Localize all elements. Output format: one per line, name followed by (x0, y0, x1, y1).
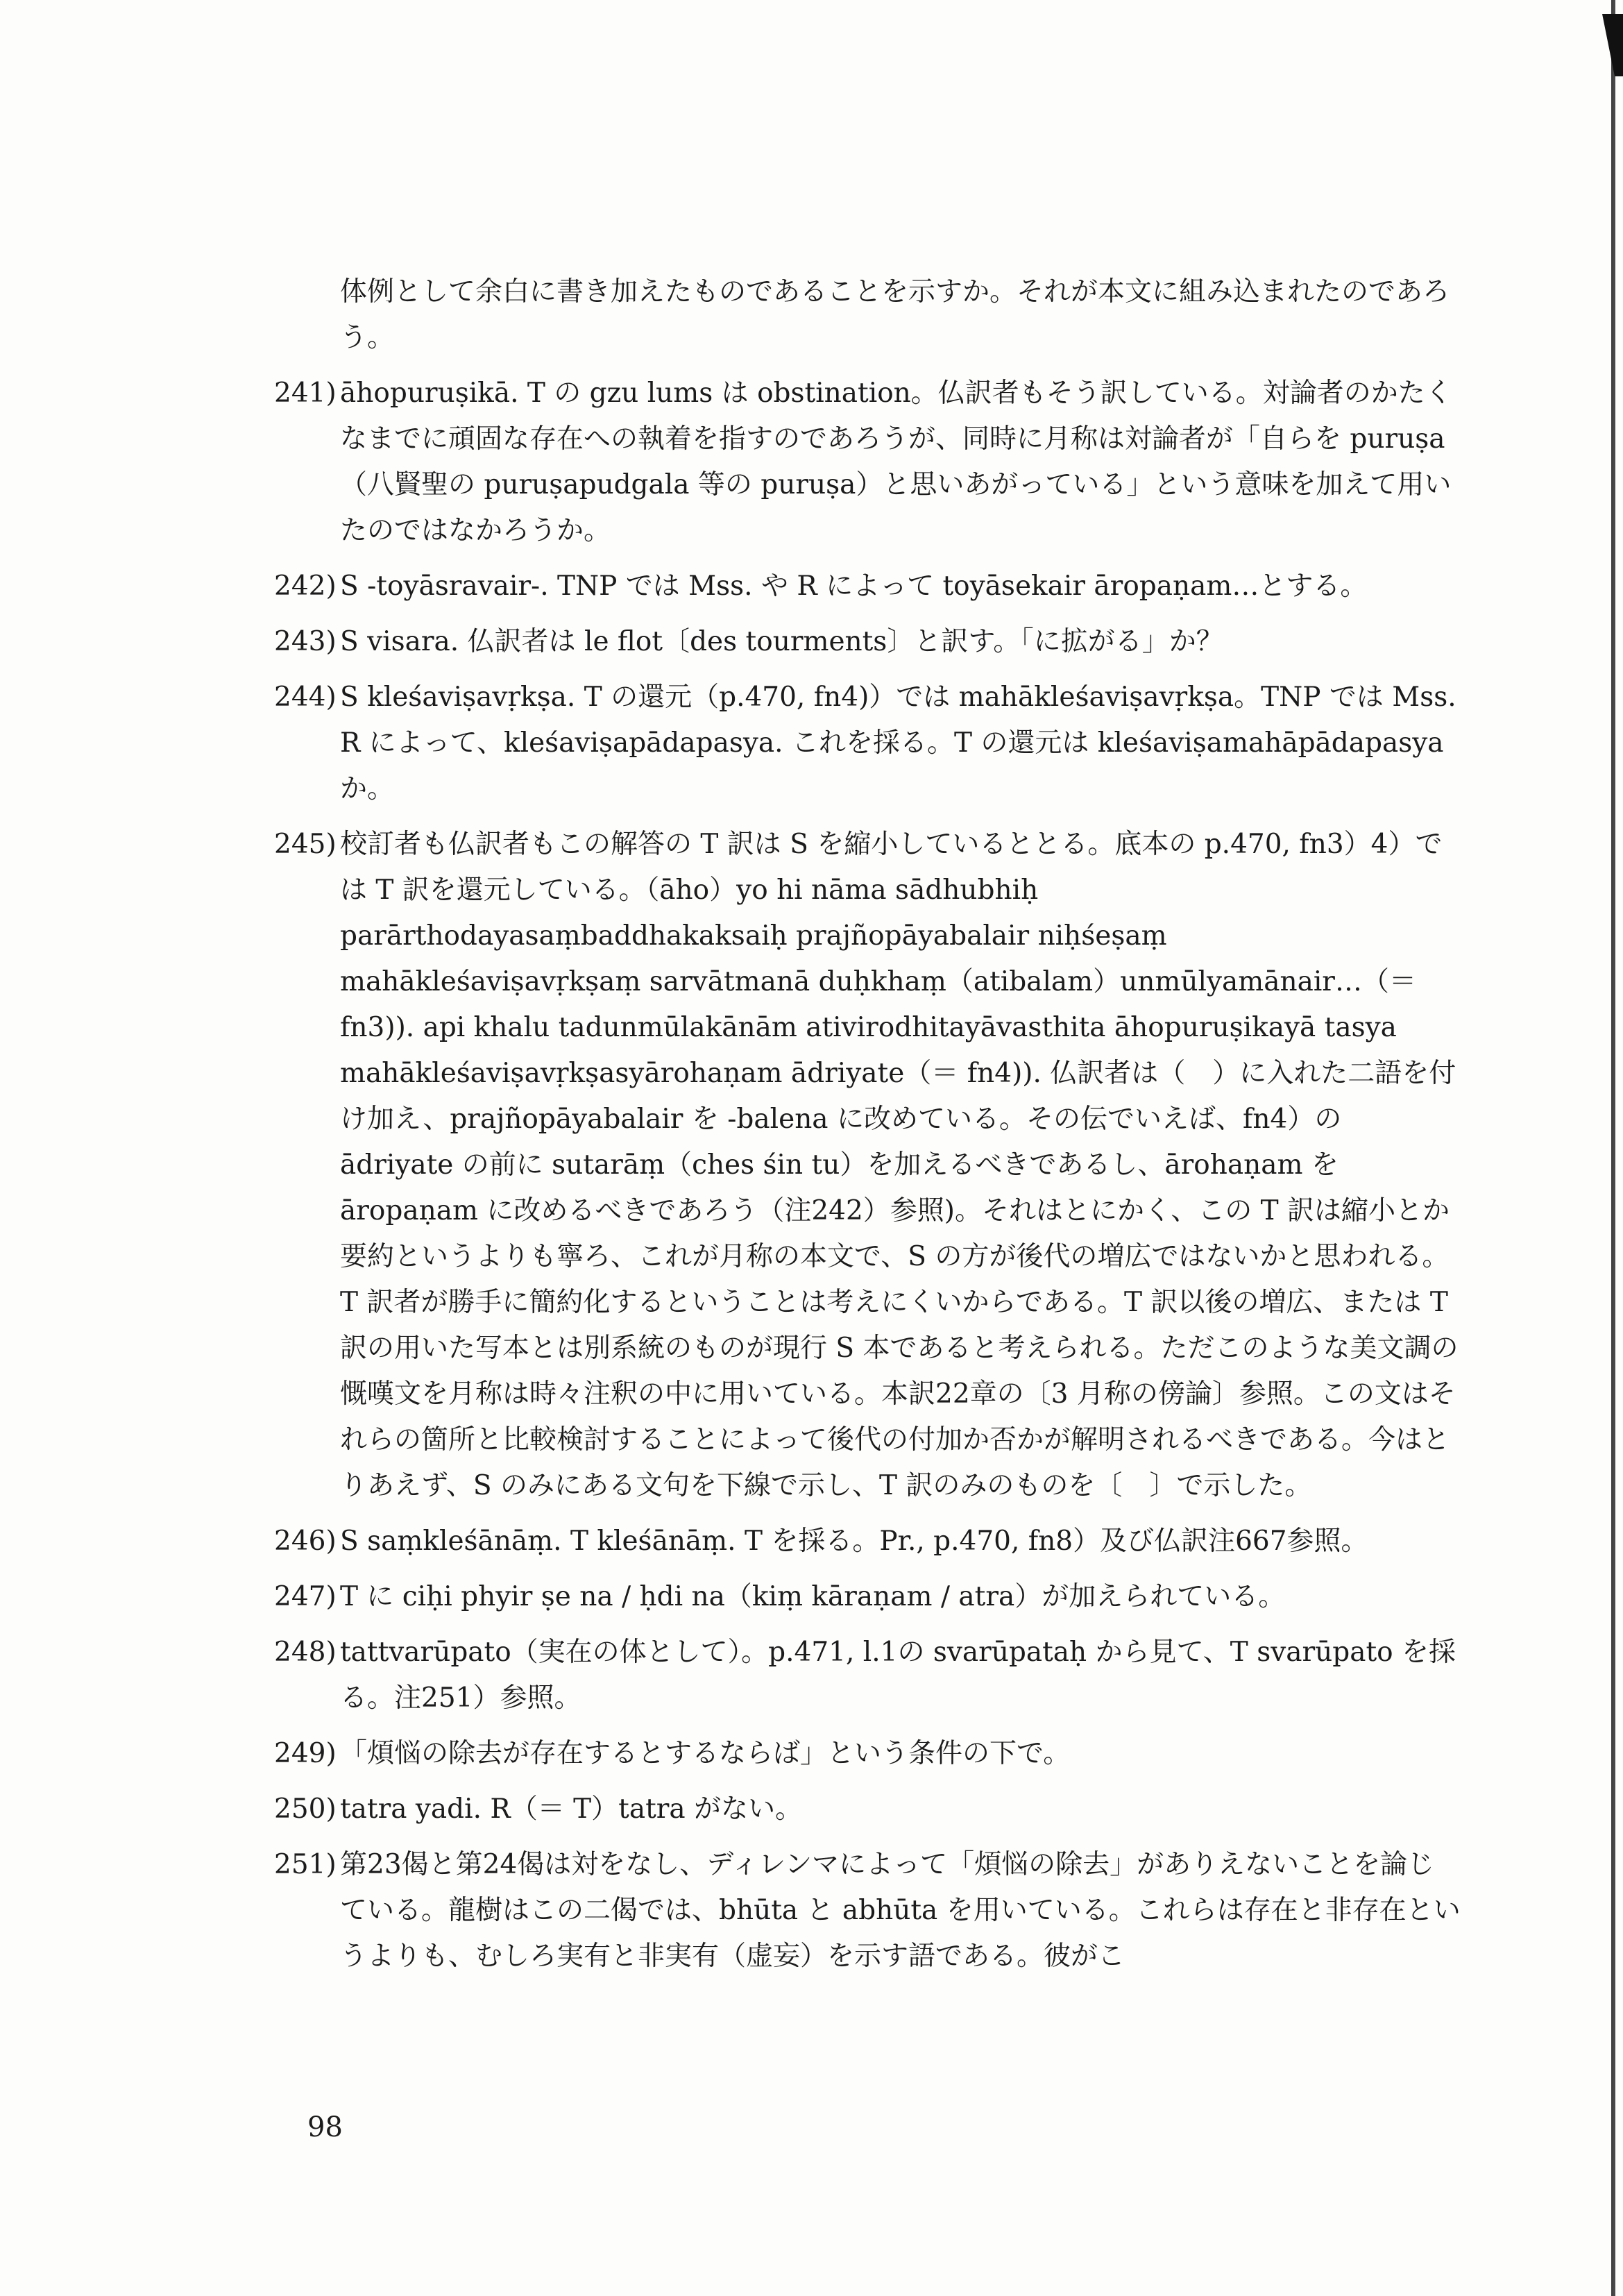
footnote-242 (274, 564, 1461, 609)
footnote-text: āhopuruṣikā. T の gzu lums は obstination。仏訳者もそう訳している。対論者のかたくなまでに頑固な存在への執着を指すのであろうが、同時に月称は対論者が「自らを puruṣa（八賢聖の puruṣapudgala 等の puruṣa）と思いあがっている」という意味を加えて用いたのではなかろうか。 (340, 378, 1452, 546)
footnote-248 (274, 1630, 1461, 1721)
footnote-text: tatra yadi. R（＝ T）tatra がない。 (340, 1793, 803, 1825)
footnote-text: 校訂者も仏訳者もこの解答の T 訳は S を縮小しているととる。底本の p.470, fn3）4）では T 訳を還元している。（āho）yo hi nāma sādhubhiḥ parārthodayasaṃbaddhakaksaiḥ prajñopāyabalair niḥśeṣaṃ mahākleśaviṣavṛkṣaṃ sarvātmanā duḥkhaṃ（atibalam）unmūlyamānair…（＝ fn3)). api khalu tadunmūlakānām ativirodhitayāvasthita āhopuruṣikayā tasya mahākleśaviṣavṛkṣasyārohaṇam ādriyate（＝ fn4)). 仏訳者は（ ）に入れた二語を付け加え、prajñopāyabalair を -balena に改めている。その伝でいえば、fn4）の ādriyate の前に sutarāṃ（ches śin tu）を加えるべきであるし、ārohaṇam を āropaṇam に改めるべきであろう（注242）参照)。それはとにかく、この T 訳は縮小とか要約というよりも寧ろ、これが月称の本文で、S の方が後代の増広ではないかと思われる。T 訳者が勝手に簡約化するということは考えにくいからである。T 訳以後の増広、または T 訳の用いた写本とは別系統のものが現行 S 本であると考えられる。ただこのような美文調の慨嘆文を月称は時々注釈の中に用いている。本訳22章の〔3 月称の傍論〕参照。この文はそれらの箇所と比較検討することによって後代の付加か否かが解明されるべきである。今はとりあえず、S のみにある文句を下線で示し、T 訳のみのものを〔 〕で示した。 (340, 829, 1459, 1501)
footnote-text: 「煩悩の除去が存在するとするならば」という条件の下で。 (340, 1738, 1071, 1769)
footnote-text: tattvarūpato（実在の体として）。p.471, l.1の svarūpataḥ から見て、T svarūpato を採る。注251）参照。 (340, 1637, 1456, 1714)
footnote-number: 248) (274, 1637, 337, 1668)
footnote-text: 第23偈と第24偈は対をなし、ディレンマによって「煩悩の除去」がありえないことを論じている。龍樹はこの二偈では、bhūta と abhūta を用いている。これらは存在と非存在というよりも、むしろ実有と非実有（虚妄）を示す語である。彼がこ (340, 1849, 1461, 1972)
footnote-number: 243) (274, 626, 337, 657)
footnote-number: 245) (274, 829, 337, 860)
scan-edge-shadow (1611, 0, 1623, 2296)
footnote-number: 244) (274, 682, 337, 713)
footnote-247 (274, 1574, 1461, 1620)
footnote-text: S visara. 仏訳者は le flot〔des tourments〕と訳す。「に拡がる」か？ (340, 626, 1223, 657)
footnote-246 (274, 1519, 1461, 1564)
footnote-text-block (274, 269, 1461, 1989)
footnote-text: T に ciḥi phyir ṣe na / ḥdi na（kiṃ kāraṇam / atra）が加えられている。 (340, 1581, 1286, 1612)
footnote-text: S saṃkleśānāṃ. T kleśānāṃ. T を採る。Pr., p.470, fn8）及び仏訳注667参照。 (340, 1526, 1368, 1557)
footnote-number: 251) (274, 1849, 337, 1880)
footnote-250 (274, 1787, 1461, 1832)
page-number: 98 (307, 2111, 343, 2143)
footnote-241 (274, 371, 1461, 554)
footnote-text: S -toyāsravair-. TNP では Mss. や R によって toyāsekair āropaṇam…とする。 (340, 571, 1368, 602)
footnote-number: 247) (274, 1581, 337, 1612)
continued-paragraph: 体例として余白に書き加えたものであることを示すか。それが本文に組み込まれたのであろう。 (340, 276, 1450, 353)
footnote-243 (274, 619, 1461, 665)
footnote-number: 242) (274, 571, 337, 602)
footnote-244 (274, 675, 1461, 812)
footnote-number: 241) (274, 378, 337, 409)
footnote-251 (274, 1842, 1461, 1980)
footnote-number: 249) (274, 1738, 337, 1769)
footnote-number: 246) (274, 1526, 337, 1557)
footnote-number: 250) (274, 1793, 337, 1825)
footnote-249 (274, 1731, 1461, 1777)
footnote-text: S kleśaviṣavṛkṣa. T の還元（p.470, fn4)）では mahākleśaviṣavṛkṣa。TNP では Mss. R によって、kleśaviṣapādapasya. これを採る。T の還元は kleśaviṣamahāpādapasya か。 (340, 682, 1456, 804)
footnote-245 (274, 822, 1461, 1509)
